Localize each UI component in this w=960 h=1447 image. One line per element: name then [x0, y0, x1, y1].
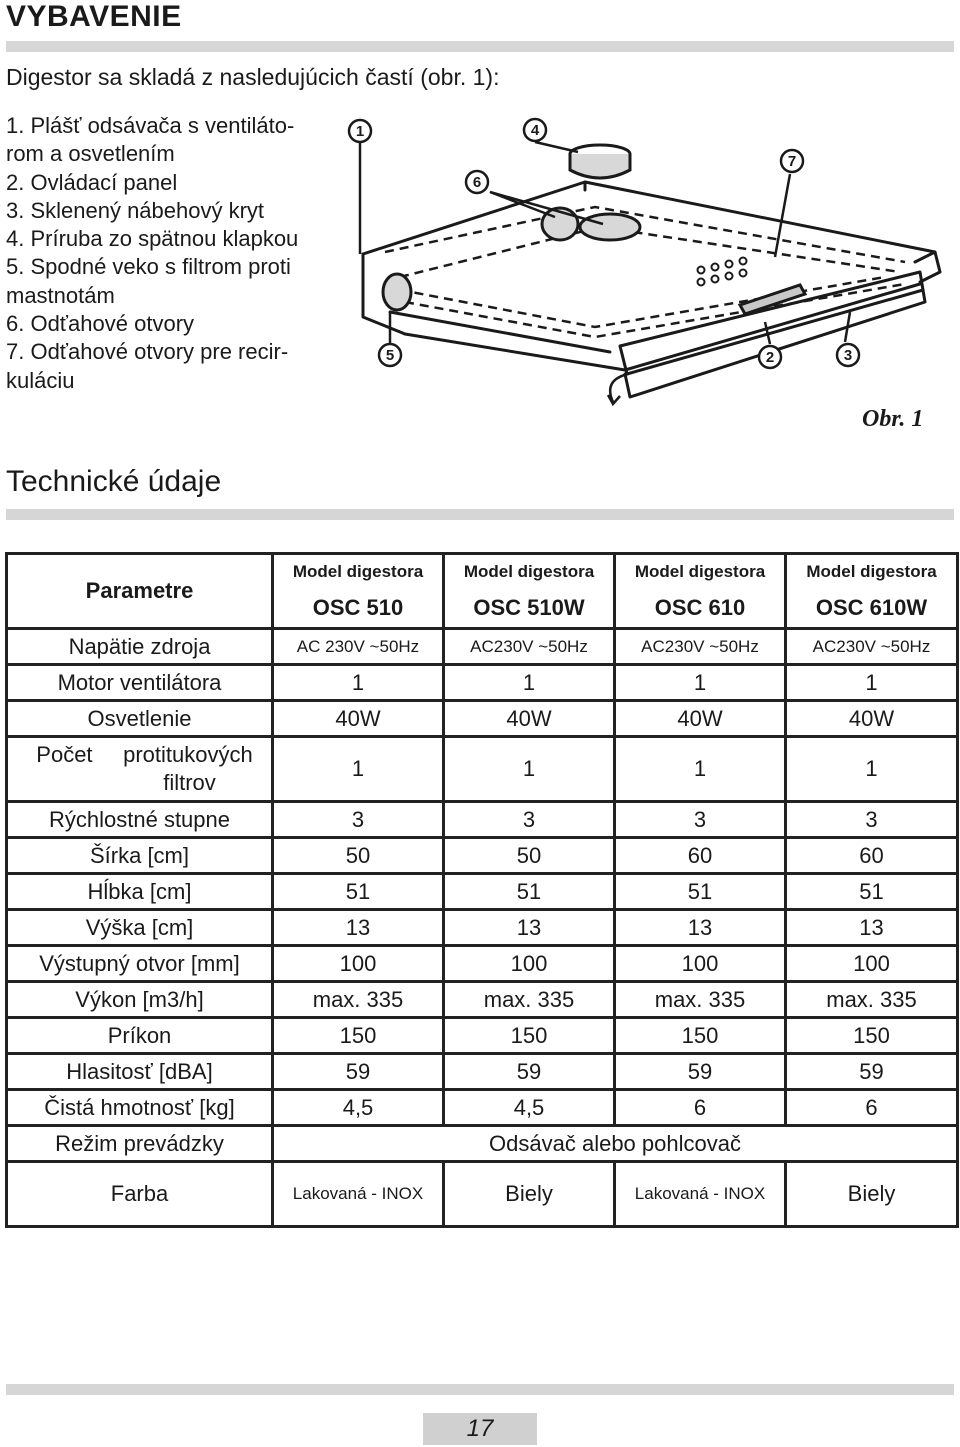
cell-value: 59	[786, 1054, 958, 1090]
cell-value: 150	[786, 1018, 958, 1054]
cell-value: 40W	[615, 701, 786, 737]
cell-value: 40W	[786, 701, 958, 737]
model-label: Model digestora	[615, 554, 786, 590]
cell-value: 100	[273, 946, 444, 982]
cell-value: 1	[273, 737, 444, 802]
section-divider	[6, 41, 954, 52]
row-label: Osvetlenie	[7, 701, 273, 737]
cell-value: AC230V ~50Hz	[786, 629, 958, 665]
cell-value: 4,5	[273, 1090, 444, 1126]
cell-value: 1	[615, 665, 786, 701]
table-row	[7, 737, 958, 802]
model-name: OSC 510W	[444, 589, 615, 629]
parts-list	[6, 112, 326, 395]
param-header: Parametre	[7, 554, 273, 629]
cell-value: 13	[615, 910, 786, 946]
cell-value: 150	[273, 1018, 444, 1054]
table-row	[7, 1018, 958, 1054]
row-label: Hlasitosť [dBA]	[7, 1054, 273, 1090]
callout-label: 6	[472, 174, 482, 191]
table-row	[7, 1054, 958, 1090]
model-name: OSC 510	[273, 589, 444, 629]
table-row	[7, 701, 958, 737]
cell-value: 40W	[444, 701, 615, 737]
model-label: Model digestora	[444, 554, 615, 590]
list-item: 2. Ovládací panel	[6, 169, 178, 195]
intro-text: Digestor sa skladá z nasledujúcich častí (obr. 1):	[6, 64, 500, 90]
cell-value: max. 335	[615, 982, 786, 1018]
cell-value: 6	[615, 1090, 786, 1126]
table-row	[7, 982, 958, 1018]
list-item: 5. Spodné veko s filtrom proti	[6, 254, 291, 280]
cell-value: AC230V ~50Hz	[444, 629, 615, 665]
page-number: 17	[423, 1413, 537, 1445]
cell-value: 100	[615, 946, 786, 982]
cell-value: Biely	[444, 1162, 615, 1227]
row-label: Čistá hmotnosť [kg]	[7, 1090, 273, 1126]
cell-value: 59	[615, 1054, 786, 1090]
cell-value: 59	[273, 1054, 444, 1090]
cell-value: max. 335	[273, 982, 444, 1018]
table-row	[7, 946, 958, 982]
cell-value: 150	[615, 1018, 786, 1054]
row-label: Motor ventilátora	[7, 665, 273, 701]
cell-value: 1	[444, 737, 615, 802]
list-item: 1. Plášť odsávača s ventiláto-	[6, 113, 295, 138]
table-row	[7, 910, 958, 946]
cell-value: 100	[786, 946, 958, 982]
callout-label: 5	[385, 347, 395, 364]
cell-value: Biely	[786, 1162, 958, 1227]
list-item: 3. Sklenený nábehový kryt	[6, 197, 265, 223]
cell-value-merged: Odsávač alebo pohlcovač	[273, 1126, 958, 1162]
list-item: 4. Príruba zo spätnou klapkou	[6, 226, 299, 252]
model-name: OSC 610	[615, 589, 786, 629]
model-label: Model digestora	[786, 554, 958, 590]
figure-caption: Obr. 1	[862, 406, 924, 432]
row-label: Farba	[7, 1162, 273, 1227]
row-label	[7, 737, 273, 802]
cell-value: 6	[786, 1090, 958, 1126]
hood-diagram	[345, 112, 945, 412]
cell-value: 3	[615, 802, 786, 838]
callout-label: 4	[530, 122, 540, 139]
cell-value: 50	[444, 838, 615, 874]
cell-value: 4,5	[444, 1090, 615, 1126]
cell-value: 51	[786, 874, 958, 910]
row-label-line: Počet protitukových	[36, 742, 253, 767]
cell-value: 50	[273, 838, 444, 874]
cell-value: Lakovaná - INOX	[273, 1162, 444, 1227]
cell-value: max. 335	[786, 982, 958, 1018]
list-item: kuláciu	[6, 367, 75, 393]
table-row	[7, 665, 958, 701]
cell-value: 59	[444, 1054, 615, 1090]
row-label: Hĺbka [cm]	[7, 874, 273, 910]
table-row	[7, 874, 958, 910]
cell-value: 51	[273, 874, 444, 910]
row-label-line: filtrov	[163, 770, 216, 795]
cell-value: 150	[444, 1018, 615, 1054]
table-row	[7, 629, 958, 665]
model-name: OSC 610W	[786, 589, 958, 629]
cell-value: 51	[615, 874, 786, 910]
cell-value: 13	[273, 910, 444, 946]
list-item: 6. Odťahové otvory	[6, 311, 195, 337]
cell-value: Lakovaná - INOX	[615, 1162, 786, 1227]
cell-value: 51	[444, 874, 615, 910]
list-item: mastnotám	[6, 282, 115, 308]
table-row	[7, 802, 958, 838]
cell-value: 1	[444, 665, 615, 701]
cell-value: AC 230V ~50Hz	[273, 629, 444, 665]
callout-label: 2	[765, 349, 775, 366]
cell-value: AC230V ~50Hz	[615, 629, 786, 665]
section-divider	[6, 509, 954, 520]
row-label: Napätie zdroja	[7, 629, 273, 665]
table-row	[7, 838, 958, 874]
row-label: Režim prevádzky	[7, 1126, 273, 1162]
cell-value: 1	[273, 665, 444, 701]
cell-value: 1	[615, 737, 786, 802]
cell-value: 60	[786, 838, 958, 874]
table-row	[7, 1126, 958, 1162]
row-label: Výška [cm]	[7, 910, 273, 946]
row-label: Šírka [cm]	[7, 838, 273, 874]
cell-value: 60	[615, 838, 786, 874]
row-label: Rýchlostné stupne	[7, 802, 273, 838]
cell-value: 1	[786, 665, 958, 701]
footer-divider	[6, 1384, 954, 1395]
cell-value: 40W	[273, 701, 444, 737]
callout-label: 3	[843, 347, 853, 364]
row-label: Výkon [m3/h]	[7, 982, 273, 1018]
row-label: Príkon	[7, 1018, 273, 1054]
table-row	[7, 1090, 958, 1126]
row-label: Výstupný otvor [mm]	[7, 946, 273, 982]
cell-value: 100	[444, 946, 615, 982]
callout-label: 1	[355, 123, 365, 140]
cell-value: 13	[786, 910, 958, 946]
callout-label: 7	[787, 153, 797, 170]
tech-title: Technické údaje	[6, 465, 222, 498]
cell-value: 1	[786, 737, 958, 802]
spec-table	[5, 552, 959, 1228]
cell-value: 3	[273, 802, 444, 838]
table-row	[7, 1162, 958, 1227]
cell-value: max. 335	[444, 982, 615, 1018]
cell-value: 13	[444, 910, 615, 946]
list-item: rom a osvetlením	[6, 141, 175, 167]
list-item: 7. Odťahové otvory pre recir-	[6, 339, 289, 365]
cell-value: 3	[444, 802, 615, 838]
section-title: VYBAVENIE	[6, 0, 182, 33]
cell-value: 3	[786, 802, 958, 838]
model-label: Model digestora	[273, 554, 444, 590]
